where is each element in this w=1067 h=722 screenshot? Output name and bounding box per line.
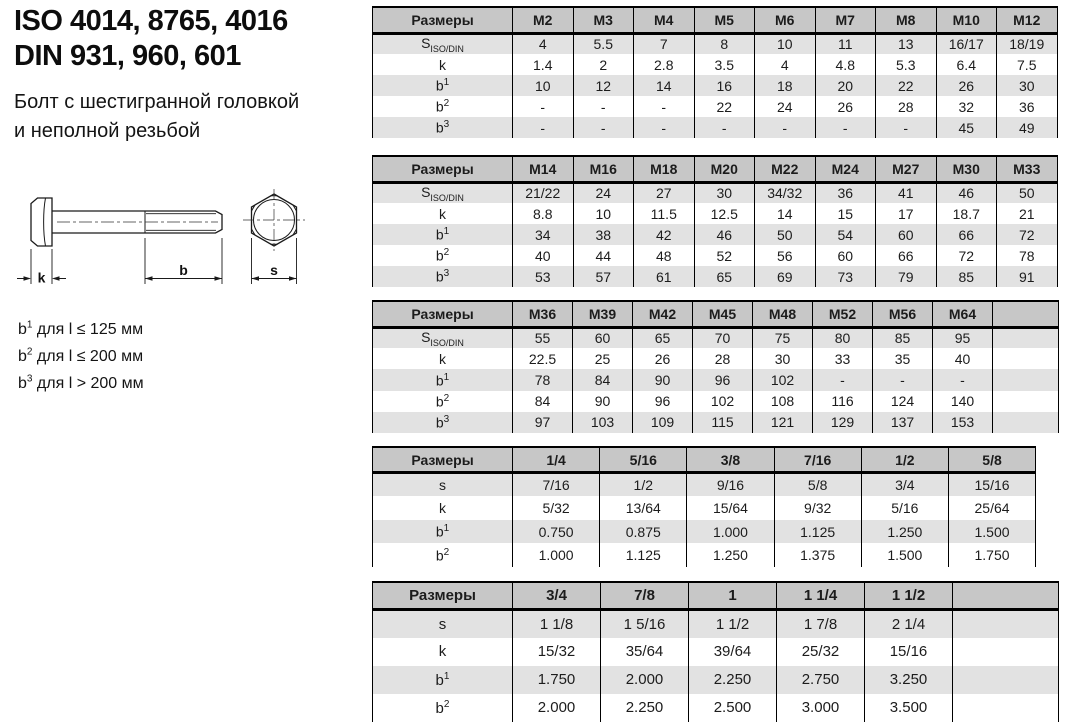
page-title — [14, 4, 288, 74]
row-label: $b^1$ — [373, 369, 513, 390]
bolt-side-view — [31, 198, 222, 246]
value-cell: 41 — [876, 182, 937, 203]
value-cell: 84 — [573, 369, 633, 390]
size-header: M52 — [813, 301, 873, 327]
value-cell: 5.5 — [573, 33, 634, 54]
value-cell: 2.8 — [634, 54, 695, 75]
value-cell: 60 — [876, 224, 937, 245]
size-header: M16 — [573, 156, 634, 182]
value-cell: 2.000 — [601, 666, 689, 694]
value-cell: 28 — [876, 96, 937, 117]
value-cell: 65 — [633, 327, 693, 348]
value-cell: 60 — [815, 245, 876, 266]
value-cell: 109 — [633, 412, 693, 433]
value-cell: 8 — [694, 33, 755, 54]
value-cell: 1.000 — [687, 520, 774, 544]
value-cell: 1.750 — [948, 543, 1035, 567]
value-cell: 15/16 — [865, 638, 953, 666]
metric-table-m2-m12 — [372, 6, 1058, 138]
metric-table-m14-m33 — [372, 155, 1058, 287]
value-cell: 7.5 — [997, 54, 1058, 75]
value-cell: 65 — [694, 266, 755, 287]
value-cell: 80 — [813, 327, 873, 348]
size-header: 5/16 — [600, 447, 687, 473]
value-cell: 30 — [694, 182, 755, 203]
row-label: k — [373, 54, 513, 75]
value-cell: 39/64 — [689, 638, 777, 666]
empty-header-cell — [953, 582, 1059, 610]
bolt-head-outline — [31, 198, 52, 246]
info-panel — [12, 0, 367, 720]
size-header: M42 — [633, 301, 693, 327]
value-cell: 1.125 — [600, 543, 687, 567]
value-cell: 124 — [873, 391, 933, 412]
b-arrow-right — [215, 276, 223, 281]
value-cell: 9/32 — [774, 496, 861, 520]
value-cell: 121 — [753, 412, 813, 433]
size-header: M24 — [815, 156, 876, 182]
k-dimension-label: k — [37, 269, 46, 286]
empty-cell — [993, 412, 1059, 433]
value-cell: 18.7 — [936, 203, 997, 224]
value-cell: 2.500 — [689, 694, 777, 722]
value-cell: 1.250 — [687, 543, 774, 567]
value-cell: 15/32 — [513, 638, 601, 666]
value-cell: 4.8 — [815, 54, 876, 75]
row-label: $b^3$ — [373, 266, 513, 287]
value-cell: 129 — [813, 412, 873, 433]
value-cell: 15/64 — [687, 496, 774, 520]
bolt-technical-drawing — [12, 186, 364, 320]
value-cell: 8.8 — [513, 203, 574, 224]
value-cell: 36 — [997, 96, 1058, 117]
row-label: k — [373, 496, 513, 520]
value-cell: 28 — [693, 348, 753, 369]
s-arrow-right — [289, 276, 297, 281]
value-cell: 75 — [753, 327, 813, 348]
dimensions-header: Размеры — [373, 7, 513, 33]
empty-header-cell — [993, 301, 1059, 327]
title-iso-line: ISO 4014, 8765, 4016 — [14, 5, 288, 37]
size-header: 1 1/2 — [865, 582, 953, 610]
value-cell: 79 — [876, 266, 937, 287]
value-cell: 24 — [755, 96, 816, 117]
value-cell: 56 — [755, 245, 816, 266]
empty-cell — [953, 694, 1059, 722]
value-cell: 38 — [573, 224, 634, 245]
size-header: M10 — [936, 7, 997, 33]
value-cell: 91 — [997, 266, 1058, 287]
row-label: s — [373, 610, 513, 638]
size-header: M18 — [634, 156, 695, 182]
value-cell: 61 — [634, 266, 695, 287]
value-cell: - — [873, 369, 933, 390]
value-cell: 20 — [815, 75, 876, 96]
size-header: 1 1/4 — [777, 582, 865, 610]
value-cell: 1 1/8 — [513, 610, 601, 638]
row-label: $b^1$ — [373, 75, 513, 96]
size-header: M2 — [513, 7, 574, 33]
size-header: 7/16 — [774, 447, 861, 473]
dimension-tables — [372, 0, 1067, 722]
size-header: 1/2 — [861, 447, 948, 473]
row-label: k — [373, 638, 513, 666]
empty-cell — [953, 610, 1059, 638]
value-cell: 26 — [936, 75, 997, 96]
value-cell: 1.500 — [861, 543, 948, 567]
row-label: k — [373, 348, 513, 369]
empty-cell — [993, 327, 1059, 348]
value-cell: 10 — [755, 33, 816, 54]
value-cell: 44 — [573, 245, 634, 266]
value-cell: 2.000 — [513, 694, 601, 722]
value-cell: 103 — [573, 412, 633, 433]
value-cell: - — [876, 117, 937, 138]
size-header: M12 — [997, 7, 1058, 33]
value-cell: 15/16 — [948, 473, 1035, 497]
size-header: 1 — [689, 582, 777, 610]
value-cell: 16 — [694, 75, 755, 96]
bolt-hex-end-view — [243, 189, 305, 251]
dimensions-header: Размеры — [373, 582, 513, 610]
size-header: M6 — [755, 7, 816, 33]
value-cell: 90 — [633, 369, 693, 390]
value-cell: 53 — [513, 266, 574, 287]
value-cell: 25/32 — [777, 638, 865, 666]
row-label: $S_{ISO/DIN}$ — [373, 33, 513, 54]
value-cell: 108 — [753, 391, 813, 412]
value-cell: 25/64 — [948, 496, 1035, 520]
value-cell: 1.000 — [513, 543, 600, 567]
value-cell: 116 — [813, 391, 873, 412]
value-cell: 5.3 — [876, 54, 937, 75]
value-cell: 78 — [513, 369, 573, 390]
value-cell: 84 — [513, 391, 573, 412]
value-cell: 4 — [513, 33, 574, 54]
hex-centerlines — [243, 189, 305, 251]
value-cell: 18/19 — [997, 33, 1058, 54]
size-header: M7 — [815, 7, 876, 33]
value-cell: 96 — [693, 369, 753, 390]
dimensions-header: Размеры — [373, 447, 513, 473]
s-arrow-left — [252, 276, 260, 281]
value-cell: 21/22 — [513, 182, 574, 203]
value-cell: 11.5 — [634, 203, 695, 224]
value-cell: - — [813, 369, 873, 390]
value-cell: 102 — [693, 391, 753, 412]
b-dimension-label: b — [179, 262, 188, 278]
footnotes — [18, 316, 144, 397]
size-header: M8 — [876, 7, 937, 33]
value-cell: 40 — [933, 348, 993, 369]
description-line-1: Болт с шестигранной головкой — [14, 91, 300, 113]
row-label: $b^3$ — [373, 412, 513, 433]
value-cell: 35/64 — [601, 638, 689, 666]
s-dimension-label: s — [270, 262, 278, 278]
value-cell: 85 — [873, 327, 933, 348]
size-header: M4 — [634, 7, 695, 33]
value-cell: 52 — [694, 245, 755, 266]
row-label: $b^2$ — [373, 391, 513, 412]
value-cell: 102 — [753, 369, 813, 390]
value-cell: 96 — [633, 391, 693, 412]
value-cell: 1 7/8 — [777, 610, 865, 638]
value-cell: 48 — [634, 245, 695, 266]
value-cell: 57 — [573, 266, 634, 287]
value-cell: 50 — [997, 182, 1058, 203]
value-cell: 21 — [997, 203, 1058, 224]
value-cell: 72 — [997, 224, 1058, 245]
empty-cell — [953, 638, 1059, 666]
value-cell: 5/16 — [861, 496, 948, 520]
value-cell: 115 — [693, 412, 753, 433]
value-cell: 9/16 — [687, 473, 774, 497]
value-cell: 153 — [933, 412, 993, 433]
size-header: M3 — [573, 7, 634, 33]
row-label: $S_{ISO/DIN}$ — [373, 327, 513, 348]
value-cell: - — [815, 117, 876, 138]
value-cell: 49 — [997, 117, 1058, 138]
row-label: $b^1$ — [373, 666, 513, 694]
value-cell: 25 — [573, 348, 633, 369]
value-cell: 1 5/16 — [601, 610, 689, 638]
row-label: $S_{ISO/DIN}$ — [373, 182, 513, 203]
value-cell: 18 — [755, 75, 816, 96]
value-cell: 13/64 — [600, 496, 687, 520]
value-cell: 3.500 — [865, 694, 953, 722]
k-arrow-right — [52, 276, 60, 281]
value-cell: 0.875 — [600, 520, 687, 544]
size-header: M30 — [936, 156, 997, 182]
b-arrow-left — [145, 276, 153, 281]
size-header: M45 — [693, 301, 753, 327]
row-label: $b^1$ — [373, 520, 513, 544]
value-cell: 140 — [933, 391, 993, 412]
value-cell: 13 — [876, 33, 937, 54]
value-cell: 1 1/2 — [689, 610, 777, 638]
value-cell: 1.750 — [513, 666, 601, 694]
value-cell: 1.500 — [948, 520, 1035, 544]
size-header: 3/4 — [513, 582, 601, 610]
size-header: M5 — [694, 7, 755, 33]
value-cell: - — [513, 96, 574, 117]
value-cell: 11 — [815, 33, 876, 54]
size-header: M36 — [513, 301, 573, 327]
value-cell: 17 — [876, 203, 937, 224]
empty-cell — [993, 369, 1059, 390]
value-cell: 46 — [694, 224, 755, 245]
size-header: M48 — [753, 301, 813, 327]
value-cell: 30 — [753, 348, 813, 369]
value-cell: 35 — [873, 348, 933, 369]
value-cell: 34 — [513, 224, 574, 245]
value-cell: 26 — [633, 348, 693, 369]
value-cell: 27 — [634, 182, 695, 203]
value-cell: 69 — [755, 266, 816, 287]
inch-table-quarter-to-fiveeighths — [372, 446, 1036, 567]
empty-cell — [953, 666, 1059, 694]
value-cell: - — [755, 117, 816, 138]
value-cell: 36 — [815, 182, 876, 203]
value-cell: 2.750 — [777, 666, 865, 694]
row-label: $b^2$ — [373, 543, 513, 567]
value-cell: 2 — [573, 54, 634, 75]
footnote-line: $b^3$ для l > 200 мм — [18, 373, 144, 392]
title-din-line: DIN 931, 960, 601 — [14, 40, 241, 72]
value-cell: 73 — [815, 266, 876, 287]
empty-cell — [993, 348, 1059, 369]
size-header: 7/8 — [601, 582, 689, 610]
value-cell: 24 — [573, 182, 634, 203]
value-cell: 78 — [997, 245, 1058, 266]
value-cell: 0.750 — [513, 520, 600, 544]
value-cell: 42 — [634, 224, 695, 245]
value-cell: 50 — [755, 224, 816, 245]
value-cell: 1/2 — [600, 473, 687, 497]
value-cell: 60 — [573, 327, 633, 348]
value-cell: 12.5 — [694, 203, 755, 224]
size-header: M33 — [997, 156, 1058, 182]
value-cell: 7 — [634, 33, 695, 54]
value-cell: - — [573, 117, 634, 138]
value-cell: 33 — [813, 348, 873, 369]
value-cell: 1.250 — [861, 520, 948, 544]
value-cell: 45 — [936, 117, 997, 138]
value-cell: 97 — [513, 412, 573, 433]
size-header: M22 — [755, 156, 816, 182]
value-cell: 7/16 — [513, 473, 600, 497]
dimension-labels — [38, 262, 279, 286]
value-cell: 34/32 — [755, 182, 816, 203]
value-cell: 16/17 — [936, 33, 997, 54]
value-cell: 2.250 — [689, 666, 777, 694]
value-cell: 55 — [513, 327, 573, 348]
value-cell: 1.375 — [774, 543, 861, 567]
value-cell: 3.000 — [777, 694, 865, 722]
metric-table-m36-m64 — [372, 300, 1059, 433]
row-label: s — [373, 473, 513, 497]
value-cell: 1.125 — [774, 520, 861, 544]
size-header: M39 — [573, 301, 633, 327]
value-cell: 10 — [513, 75, 574, 96]
value-cell: 40 — [513, 245, 574, 266]
value-cell: 10 — [573, 203, 634, 224]
footnote-line: $b^1$ для l ≤ 125 мм — [18, 319, 144, 338]
value-cell: 30 — [997, 75, 1058, 96]
size-header: M64 — [933, 301, 993, 327]
dimension-lines — [17, 238, 297, 284]
value-cell: 54 — [815, 224, 876, 245]
value-cell: 1.4 — [513, 54, 574, 75]
footnote-line: $b^2$ для l ≤ 200 мм — [18, 346, 144, 365]
value-cell: - — [634, 96, 695, 117]
value-cell: - — [573, 96, 634, 117]
value-cell: 2.250 — [601, 694, 689, 722]
value-cell: 70 — [693, 327, 753, 348]
value-cell: 66 — [876, 245, 937, 266]
value-cell: - — [634, 117, 695, 138]
value-cell: 2 1/4 — [865, 610, 953, 638]
value-cell: 15 — [815, 203, 876, 224]
value-cell: 14 — [634, 75, 695, 96]
value-cell: 6.4 — [936, 54, 997, 75]
value-cell: 85 — [936, 266, 997, 287]
value-cell: - — [513, 117, 574, 138]
value-cell: 26 — [815, 96, 876, 117]
row-label: $b^2$ — [373, 694, 513, 722]
value-cell: 95 — [933, 327, 993, 348]
value-cell: 72 — [936, 245, 997, 266]
value-cell: 3/4 — [861, 473, 948, 497]
value-cell: 46 — [936, 182, 997, 203]
size-header: M20 — [694, 156, 755, 182]
value-cell: 22 — [694, 96, 755, 117]
bolt-head-facet-line — [44, 198, 46, 246]
value-cell: - — [933, 369, 993, 390]
value-cell: 3.5 — [694, 54, 755, 75]
value-cell: 5/8 — [774, 473, 861, 497]
product-description — [14, 88, 299, 146]
value-cell: 12 — [573, 75, 634, 96]
value-cell: - — [694, 117, 755, 138]
k-arrow-left — [24, 276, 32, 281]
value-cell: 4 — [755, 54, 816, 75]
value-cell: 137 — [873, 412, 933, 433]
size-header: 3/8 — [687, 447, 774, 473]
row-label: $b^1$ — [373, 224, 513, 245]
value-cell: 14 — [755, 203, 816, 224]
inch-table-threequarters-to-oneandhalf — [372, 581, 1059, 722]
size-header: 1/4 — [513, 447, 600, 473]
row-label: $b^2$ — [373, 96, 513, 117]
row-label: k — [373, 203, 513, 224]
row-label: $b^2$ — [373, 245, 513, 266]
value-cell: 5/32 — [513, 496, 600, 520]
dimensions-header: Размеры — [373, 301, 513, 327]
description-line-2: и неполной резьбой — [14, 120, 201, 142]
value-cell: 66 — [936, 224, 997, 245]
size-header: M14 — [513, 156, 574, 182]
empty-cell — [993, 391, 1059, 412]
size-header: M27 — [876, 156, 937, 182]
dimensions-header: Размеры — [373, 156, 513, 182]
size-header: M56 — [873, 301, 933, 327]
value-cell: 22 — [876, 75, 937, 96]
value-cell: 3.250 — [865, 666, 953, 694]
size-header: 5/8 — [948, 447, 1035, 473]
row-label: $b^3$ — [373, 117, 513, 138]
value-cell: 22.5 — [513, 348, 573, 369]
value-cell: 90 — [573, 391, 633, 412]
value-cell: 32 — [936, 96, 997, 117]
